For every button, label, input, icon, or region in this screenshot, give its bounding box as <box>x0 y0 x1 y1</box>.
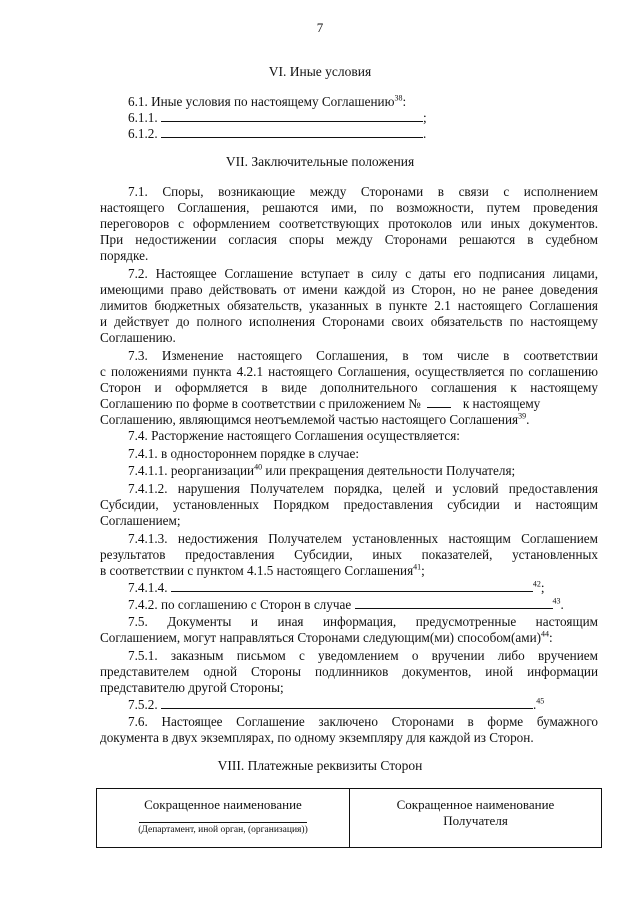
clause-7-4-1-3-line: в соответствии с пунктом 4.1.5 настоящего Соглашения$^{41}$; <box>100 562 425 578</box>
cell-title: Получателя <box>443 813 508 828</box>
clause-7-4-1-2-line: 7.4.1.2. нарушения Получателем порядка, целей и условий предоставления <box>128 481 598 496</box>
clause-7-1-line: 7.1. Споры, возникающие между Сторонами в связи с исполнением <box>128 184 598 199</box>
clause-7-5-line: 7.5. Документы и иная информация, предусмотренные настоящим <box>128 614 598 629</box>
clause-7-4-1-2-line: Субсидии, установленных Порядком предоставления субсидии и настоящим <box>100 497 598 512</box>
table-cell-recipient <box>350 789 601 847</box>
clause-7-1-line: настоящего Соглашения, решаются ими, по возможности, путем проведения <box>100 200 598 215</box>
footnote-ref: 38 <box>394 93 403 103</box>
footnote-ref: 45 <box>536 696 545 706</box>
section-8-title: VIII. Платежные реквизиты Сторон <box>217 758 423 773</box>
clause-7-5-2: 7.5.2. .$^{45}$ <box>128 696 545 712</box>
clause-7-1-line: порядке. <box>100 248 149 263</box>
clause-7-4-2: 7.4.2. по соглашению с Сторон в случае $^{43}$. <box>128 596 564 612</box>
clause-6-1-1: 6.1.1. ; <box>128 110 427 125</box>
clause-6-1-2: 6.1.2. . <box>128 126 427 141</box>
clause-7-5-1-line: представителем одной Стороны подлинников документов, иной информации <box>100 664 598 679</box>
clause-6-1: 6.1. Иные условия по настоящему Соглашению$^{38}$: <box>128 93 407 109</box>
clause-7-4: 7.4. Расторжение настоящего Соглашения осуществляется: <box>128 428 460 443</box>
clause-7-4-1: 7.4.1. в одностороннем порядке в случае: <box>128 446 360 461</box>
underline <box>139 822 307 823</box>
clause-7-2-line: имеющими право действовать от имени каждой из Сторон, но не ранее доведения <box>100 282 598 297</box>
cell-subtitle: (Департамент, иной орган, (организация)) <box>138 825 308 835</box>
clause-7-5-line: Соглашением, могут направляться Сторонами следующим(ми) способом(ами)$^{44}$: <box>100 629 553 645</box>
footnote-ref: 43 <box>552 596 561 606</box>
clause-7-4-1-3-line: 7.4.1.3. недостижения Получателем установленных настоящим Соглашением <box>128 531 598 546</box>
fill-in-blank <box>161 110 423 122</box>
page-number: 7 <box>316 20 324 35</box>
clause-7-5-1-line: 7.5.1. заказным письмом с уведомлением о вручении либо вручением <box>128 648 598 663</box>
clause-7-2-line: 7.2. Настоящее Соглашение вступает в силу с даты его подписания лицами, <box>128 266 598 281</box>
clause-7-2-line: Соглашению. <box>100 330 176 345</box>
section-7-title: VII. Заключительные положения <box>225 154 415 169</box>
clause-7-2-line: лимитов бюджетных обязательств, указанных в пункте 2.1 настоящего Соглашения <box>100 298 598 313</box>
clause-7-6-line: 7.6. Настоящее Соглашение заключено Сторонами в форме бумажного <box>128 714 598 729</box>
fill-in-blank <box>161 126 423 138</box>
clause-7-3-line: с положениями пункта 4.2.1 настоящего Соглашения, осуществляется по соглашению <box>100 364 598 379</box>
clause-7-3-line: Сторон и оформляется в виде дополнительного соглашения к настоящему <box>100 380 598 395</box>
clause-7-4-1-4: 7.4.1.4. $^{42}$; <box>128 579 545 595</box>
clause-7-4-1-3-line: результатов предоставления Субсидии, иных показателей, установленных <box>100 547 598 562</box>
fill-in-blank <box>355 597 553 609</box>
clause-7-4-1-1: 7.4.1.1. реорганизации$^{40}$ или прекращения деятельности Получателя; <box>128 462 516 478</box>
clause-7-4-1-2-line: Соглашением; <box>100 513 181 528</box>
footnote-ref: 40 <box>254 462 263 472</box>
footnote-ref: 42 <box>532 579 541 589</box>
payment-details-table <box>96 788 602 848</box>
clause-7-1-line: При недостижении согласия споры между Сторонами решаются в судебном <box>100 232 598 247</box>
table-cell-department <box>97 789 350 847</box>
cell-title: Сокращенное наименование <box>396 797 555 812</box>
footnote-ref: 41 <box>413 562 422 572</box>
section-6-title: VI. Иные условия <box>268 64 372 79</box>
fill-in-blank <box>427 396 451 408</box>
footnote-ref: 44 <box>541 629 550 639</box>
clause-7-2-line: и действует до полного исполнения Сторонами своих обязательств по настоящему <box>100 314 598 329</box>
clause-7-5-1-line: представителю другой Стороны; <box>100 680 284 695</box>
cell-title: Сокращенное наименование <box>144 797 302 812</box>
footnote-ref: 39 <box>518 411 527 421</box>
clause-7-3-line: 7.3. Изменение настоящего Соглашения, в том числе в соответствии <box>128 348 598 363</box>
clause-7-6-line: документа в двух экземплярах, по одному экземпляру для каждой из Сторон. <box>100 730 534 745</box>
clause-7-1-line: переговоров с оформлением соответствующих протоколов или иных документов. <box>100 216 598 231</box>
fill-in-blank <box>161 697 533 709</box>
clause-7-3-line: Соглашению по форме в соответствии с приложением № к настоящему <box>100 396 541 411</box>
fill-in-blank <box>171 580 533 592</box>
clause-7-3-line: Соглашению, являющимся неотъемлемой частью настоящего Соглашения$^{39}$. <box>100 411 530 427</box>
